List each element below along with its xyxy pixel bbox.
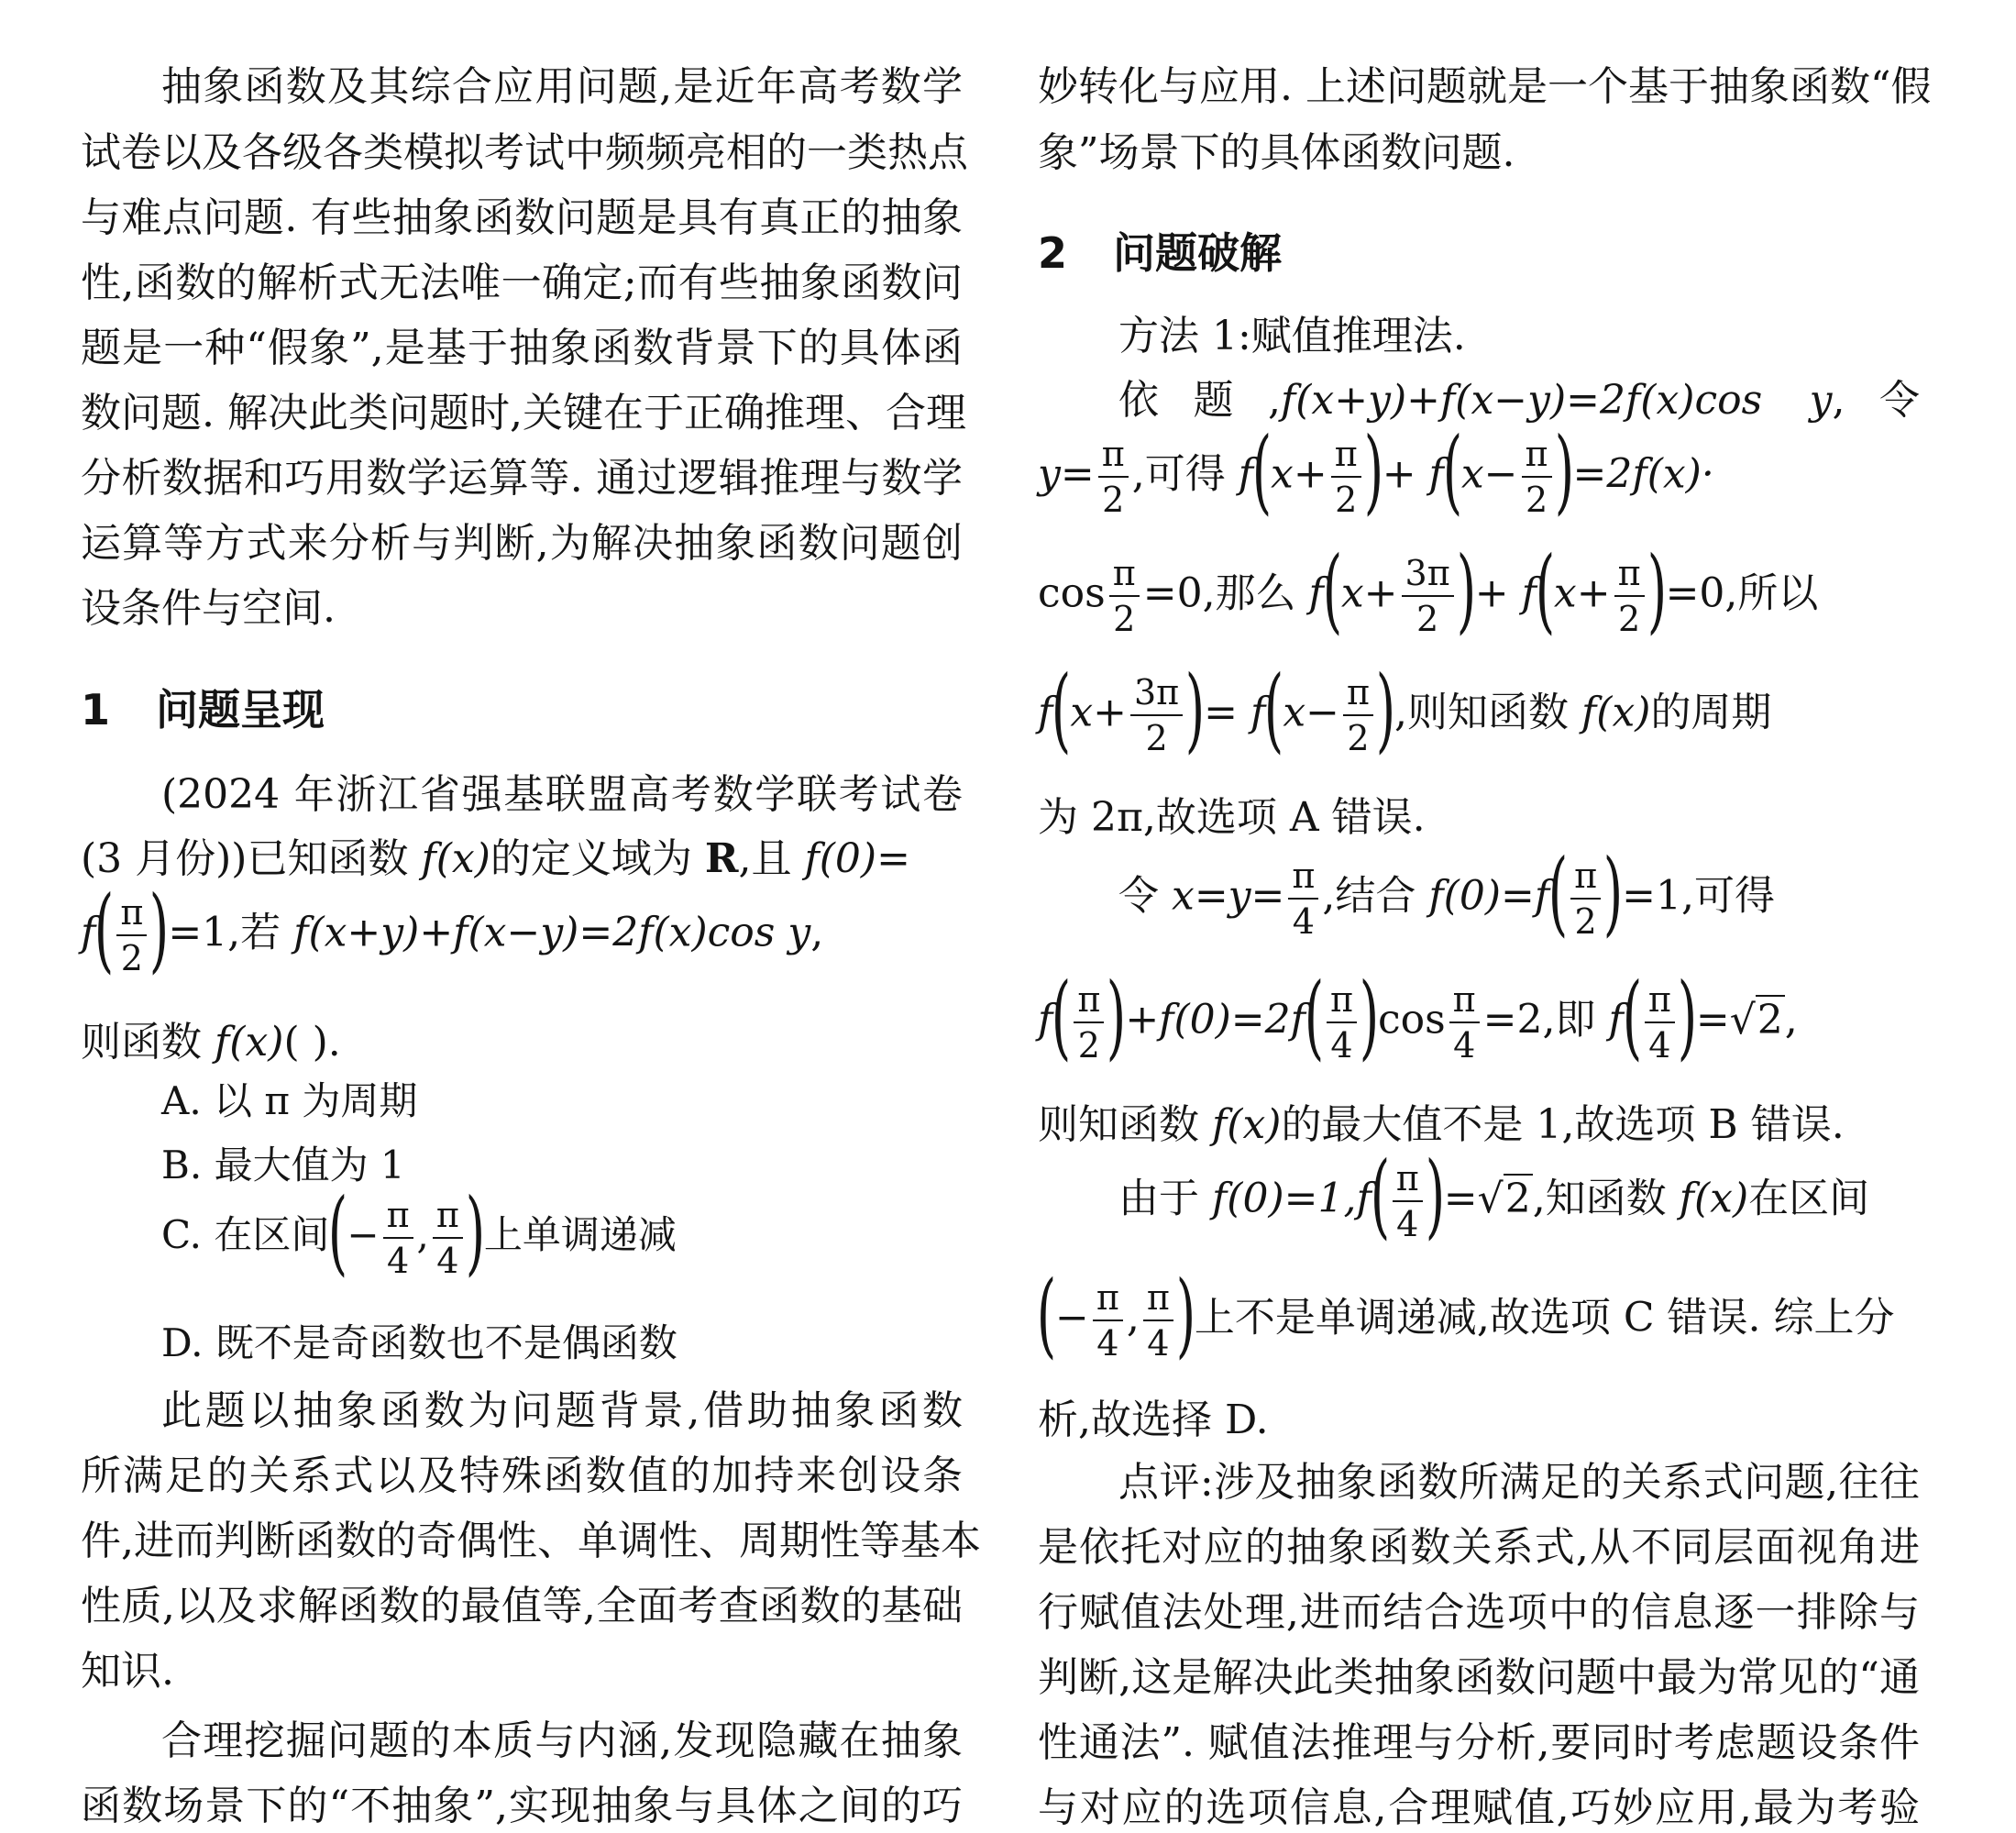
fraction — [1614, 551, 1645, 641]
text: cos — [1377, 996, 1446, 1043]
text: 令 — [1118, 872, 1172, 920]
text: , — [416, 1212, 429, 1257]
numerator: π — [1098, 432, 1129, 478]
numerator: π — [1288, 854, 1318, 900]
denominator: 2 — [1102, 480, 1125, 520]
paren: ( — [1251, 417, 1272, 525]
text: , — [1784, 996, 1798, 1043]
intro-line: 设条件与空间. — [81, 585, 336, 632]
intro-line: 题是一种“假象”,是基于抽象函数背景下的具体函 — [81, 325, 963, 371]
text: =1,可得 — [1622, 872, 1776, 920]
numerator: π — [1343, 670, 1373, 716]
paren: ( — [1548, 839, 1569, 946]
text: =1,若 — [168, 909, 294, 956]
text: ,结合 — [1322, 872, 1429, 920]
paren: ( — [1322, 536, 1343, 644]
numerator: π — [1393, 1156, 1423, 1202]
denominator: 4 — [1648, 1025, 1671, 1066]
text: 上不是单调递减,故选项 C 错误. 综上分 — [1194, 1294, 1895, 1342]
radicand: 2 — [1504, 1175, 1531, 1222]
text: ,则知函数 — [1394, 689, 1581, 736]
paren: ( — [1442, 417, 1463, 525]
sqrt: √2 — [1729, 996, 1783, 1043]
comment-line: 与对应的选项信息,合理赋值,巧妙应用,最为考验 — [1038, 1784, 1920, 1831]
numerator: π — [383, 1193, 413, 1239]
intro-line: 试卷以及各级各类模拟考试中频频亮相的一类热点 — [81, 129, 968, 176]
problem-statement — [81, 825, 963, 884]
analysis-line: 所满足的关系式以及特殊函数值的加持来创设条 — [81, 1452, 963, 1499]
paren: ( — [1264, 656, 1284, 763]
paren: ( — [94, 876, 115, 983]
denominator: 2 — [1574, 901, 1597, 942]
math: f(x) — [1679, 1175, 1749, 1222]
solution-line — [1038, 963, 1920, 1070]
math: f(0)= — [804, 835, 910, 882]
analysis-line: 此题以抽象函数为问题背景,借助抽象函数 — [161, 1387, 963, 1434]
paren: ) — [1456, 536, 1476, 644]
text: = — [1443, 1175, 1478, 1222]
text: cos — [1038, 569, 1106, 617]
solution-line — [1038, 1091, 1920, 1150]
radicand: 2 — [1757, 996, 1783, 1043]
text: 则知函数 — [1038, 1101, 1212, 1148]
insight-line: 合理挖掘问题的本质与内涵,发现隐藏在抽象 — [161, 1717, 963, 1764]
solution-line — [1038, 839, 1920, 946]
method-label: 方法 1:赋值推理法. — [1118, 313, 1466, 359]
denominator: 4 — [386, 1241, 410, 1281]
fraction — [1645, 977, 1675, 1067]
numerator: π — [1449, 977, 1480, 1023]
math: +f(0)=2f — [1125, 996, 1305, 1043]
math: x=y= — [1172, 872, 1285, 920]
fraction — [1130, 670, 1183, 760]
fraction — [1343, 670, 1373, 760]
numerator: π — [1143, 1275, 1173, 1321]
numerator: 3π — [1130, 670, 1183, 716]
text: 的最大值不是 1,故选项 B 错误. — [1281, 1101, 1845, 1148]
option-a: A. 以 π 为周期 — [161, 1078, 418, 1123]
fraction — [1393, 1156, 1423, 1246]
cont-line: 象”场景下的具体函数问题. — [1038, 129, 1515, 176]
math: f(0)=f — [1428, 872, 1550, 920]
math: x+ — [1070, 689, 1127, 736]
text: 依题, — [1118, 377, 1281, 424]
intro-line: 抽象函数及其综合应用问题,是近年高考数学 — [161, 63, 963, 110]
solution-line: 析,故选择 D. — [1038, 1397, 1269, 1443]
solution-line — [1038, 656, 1920, 763]
denominator: 4 — [1453, 1025, 1476, 1066]
fraction — [116, 890, 147, 980]
paren: ) — [1554, 417, 1574, 525]
text: 由于 — [1118, 1175, 1212, 1222]
comment-line: 是依托对应的抽象函数关系式,从不同层面视角进 — [1038, 1524, 1920, 1571]
math: x− — [1460, 450, 1518, 498]
paren: ( — [328, 1178, 348, 1286]
paren: ( — [1535, 536, 1556, 644]
denominator: 2 — [120, 938, 143, 978]
problem-question — [81, 1009, 963, 1067]
comment-line: 点评:涉及抽象函数所满足的关系式问题,往往 — [1118, 1459, 1920, 1506]
fraction — [1074, 977, 1104, 1067]
numerator: π — [1614, 551, 1645, 597]
fraction — [1143, 1275, 1173, 1365]
text: ,令 — [1832, 377, 1920, 424]
math: x+ — [1340, 569, 1398, 617]
paren: ) — [1647, 536, 1667, 644]
comment-line: 性通法”. 赋值法推理与分析,要同时考虑题设条件 — [1038, 1719, 1920, 1766]
paren: ) — [1677, 963, 1698, 1070]
text: 在区间 — [1748, 1175, 1870, 1222]
paren: ) — [1184, 656, 1206, 763]
paren: ( — [1036, 1261, 1057, 1368]
numerator: π — [1327, 977, 1357, 1023]
denominator: 4 — [1330, 1025, 1353, 1066]
paren: ( — [1304, 963, 1325, 1070]
math: f(x) — [421, 835, 490, 882]
text: ( ). — [283, 1019, 341, 1066]
math: =2f(x)· — [1572, 450, 1714, 498]
problem-condition — [81, 876, 963, 983]
math: f — [1308, 569, 1324, 617]
text: 的定义域为 — [490, 835, 705, 882]
paren: ) — [1359, 963, 1380, 1070]
fraction — [1331, 432, 1361, 522]
denominator: 2 — [1617, 599, 1641, 639]
comment-line: 判断,这是解决此类抽象函数问题中最为常见的“通 — [1038, 1654, 1920, 1701]
text: =0,那么 — [1142, 569, 1309, 617]
paren: ( — [1622, 963, 1643, 1070]
denominator: 4 — [1396, 1204, 1419, 1244]
section-number: 1 — [81, 685, 111, 734]
analysis-line: 知识. — [81, 1648, 174, 1695]
fraction — [1522, 432, 1552, 522]
denominator: 2 — [1113, 599, 1136, 639]
math: + f — [1382, 450, 1444, 498]
text: =2,即 — [1482, 996, 1609, 1043]
math: f — [81, 909, 96, 956]
fraction — [1449, 977, 1480, 1067]
math: + f — [1474, 569, 1537, 617]
problem-source: (2024 年浙江省强基联盟高考数学联考试卷 — [161, 771, 963, 818]
denominator: 2 — [1525, 480, 1548, 520]
numerator: π — [1645, 977, 1675, 1023]
solution-line — [1038, 417, 1920, 525]
paren: ) — [1375, 656, 1396, 763]
intro-line: 与难点问题. 有些抽象函数问题是具有真正的抽象 — [81, 194, 963, 241]
numerator: π — [1570, 854, 1601, 900]
paren: ) — [465, 1178, 486, 1286]
numerator: π — [1522, 432, 1552, 478]
solution-line: 为 2π,故选项 A 错误. — [1038, 794, 1426, 841]
section-number: 2 — [1038, 228, 1068, 278]
paren: ) — [1603, 839, 1624, 946]
paren: ( — [1052, 963, 1072, 1070]
paren: ) — [1425, 1142, 1445, 1249]
math: f — [1608, 996, 1624, 1043]
option-b: B. 最大值为 1 — [161, 1143, 405, 1187]
fraction — [1570, 854, 1601, 944]
fraction — [1402, 551, 1454, 641]
sqrt: √2 — [1477, 1175, 1531, 1222]
math: f(x+y)+f(x−y)=2f(x)cos y — [293, 909, 811, 956]
text: ,知函数 — [1532, 1175, 1680, 1222]
intro-line: 数问题. 解决此类问题时,关键在于正确推理、合理 — [81, 390, 966, 436]
denominator: 4 — [1147, 1323, 1170, 1364]
fraction — [1327, 977, 1357, 1067]
math: f — [1038, 689, 1053, 736]
math: f(x) — [215, 1019, 284, 1066]
math: f(x) — [1581, 689, 1651, 736]
numerator: π — [116, 890, 147, 936]
math: y= — [1038, 450, 1095, 498]
fraction — [1093, 1275, 1123, 1365]
section-title: 问题呈现 — [156, 685, 325, 734]
math: x− — [1283, 689, 1340, 736]
paren: ( — [1052, 656, 1072, 763]
math: f — [1038, 996, 1053, 1043]
math: f(0)=1,f — [1212, 1175, 1372, 1222]
denominator: 2 — [1077, 1025, 1100, 1066]
text: =0,所以 — [1665, 569, 1819, 617]
section-heading-2 — [1038, 220, 1920, 281]
numerator: π — [1109, 551, 1140, 597]
fraction — [1098, 432, 1129, 522]
text: 的周期 — [1650, 689, 1772, 736]
intro-line: 运算等方式来分析与判断,为解决抽象函数问题创 — [81, 520, 964, 567]
numerator: π — [1074, 977, 1104, 1023]
text: , — [1126, 1294, 1140, 1342]
text: − — [347, 1212, 380, 1257]
text: 则函数 — [81, 1019, 215, 1066]
solution-line — [1038, 536, 1920, 644]
text: − — [1055, 1294, 1089, 1342]
denominator: 2 — [1416, 599, 1439, 639]
solution-line — [1036, 1261, 1920, 1368]
denominator: 4 — [436, 1241, 459, 1281]
math: x+ — [1553, 569, 1611, 617]
text: (3 月份))已知函数 — [81, 835, 422, 882]
comment-line: 行赋值法处理,进而结合选项中的信息逐一排除与 — [1038, 1589, 1920, 1636]
math: x+ — [1271, 450, 1327, 498]
numerator: 3π — [1402, 551, 1454, 597]
paren: ) — [149, 876, 170, 983]
paren: ( — [1370, 1142, 1390, 1249]
math-bold-r: R — [704, 835, 739, 882]
text: , — [810, 909, 824, 956]
section-heading-1 — [81, 677, 963, 737]
fraction — [383, 1193, 413, 1283]
analysis-line: 件,进而判断函数的奇偶性、单调性、周期性等基本 — [81, 1518, 981, 1564]
cont-line: 妙转化与应用. 上述问题就是一个基于抽象函数“假 — [1038, 63, 1932, 110]
paren: ) — [1175, 1261, 1196, 1368]
denominator: 2 — [1335, 480, 1358, 520]
numerator: π — [433, 1193, 463, 1239]
fraction — [1288, 854, 1318, 944]
option-c — [81, 1178, 1043, 1286]
denominator: 2 — [1347, 718, 1370, 758]
solution-line — [1038, 1142, 1920, 1249]
option-d: D. 既不是奇函数也不是偶函数 — [161, 1320, 678, 1365]
solution-line — [1038, 367, 1920, 425]
intro-line: 分析数据和巧用数学运算等. 通过逻辑推理与数学 — [81, 455, 963, 502]
math: f(x+y)+f(x−y)=2f(x)cos y — [1280, 377, 1833, 424]
intro-line: 性,函数的解析式无法唯一确定;而有些抽象函数问 — [81, 259, 963, 306]
denominator: 2 — [1145, 718, 1168, 758]
text: = — [1695, 996, 1730, 1043]
section-title: 问题破解 — [1113, 228, 1282, 278]
paren: ) — [1363, 417, 1383, 525]
text: C. 在区间 — [161, 1212, 330, 1257]
text: ,可得 — [1131, 450, 1239, 498]
math: = f — [1204, 689, 1266, 736]
denominator: 4 — [1292, 901, 1315, 942]
analysis-line: 性质,以及求解函数的最值等,全面考查函数的基础 — [81, 1583, 963, 1629]
numerator: π — [1093, 1275, 1123, 1321]
fraction — [1109, 551, 1140, 641]
text: ,且 — [738, 835, 805, 882]
numerator: π — [1331, 432, 1361, 478]
paren: ) — [1107, 963, 1127, 1070]
fraction — [433, 1193, 463, 1283]
insight-line: 函数场景下的“不抽象”,实现抽象与具体之间的巧 — [81, 1783, 963, 1829]
text: 上单调递减 — [483, 1212, 677, 1257]
denominator: 4 — [1096, 1323, 1119, 1364]
math: f(x) — [1212, 1101, 1282, 1148]
math: f — [1238, 450, 1253, 498]
